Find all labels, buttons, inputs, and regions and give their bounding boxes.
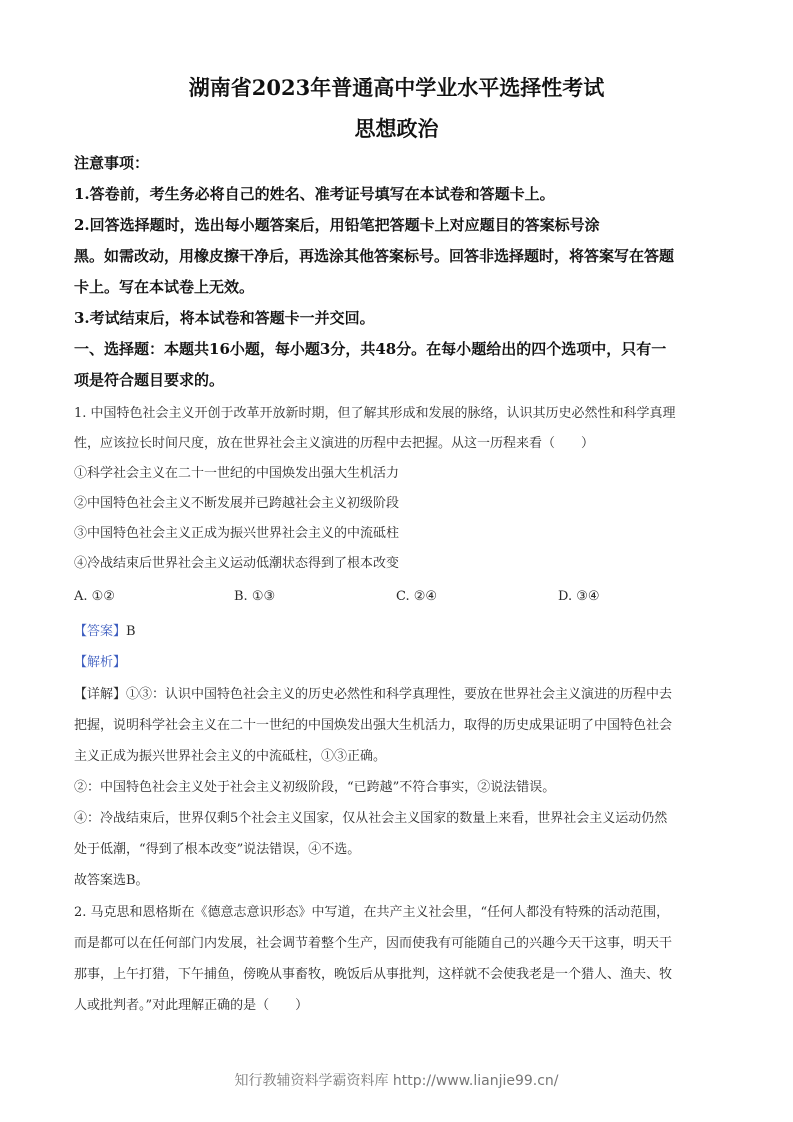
q1-detail-line-2: 把握，说明科学社会主义在二十一世纪的中国焕发出强大生机活力，取得的历史成果证明了中国特色社会 (74, 718, 673, 733)
q1-option-b: B. ①③ (234, 589, 276, 604)
q1-detail-line-4: ②：中国特色社会主义处于社会主义初级阶段，“已跨越”不符合事实，②说法错误。 (74, 780, 556, 795)
q1-statement-2: ②中国特色社会主义不断发展并已跨越社会主义初级阶段 (74, 496, 400, 511)
q1-detail-line-3: 主义正成为振兴世界社会主义的中流砥柱，①③正确。 (74, 749, 387, 764)
q2-stem-line-4: 人或批判者。”对此理解正确的是（ ） (74, 998, 309, 1013)
q1-detail-text-1: ①③：认识中国特色社会主义的历史必然性和科学真理性，要放在世界社会主义演进的历程中去 (126, 687, 673, 702)
notice-item-3: 3.考试结束后，将本试卷和答题卡一并交回。 (74, 309, 375, 327)
q1-detail-line-6: 处于低潮，“得到了根本改变”说法错误，④不选。 (74, 842, 361, 857)
exam-subject: 思想政治 (354, 116, 439, 141)
answer-tag: 【答案】 (74, 624, 127, 639)
q2-stem-line-3: 那事，上午打猎，下午捕鱼，傍晚从事畜牧，晚饭后从事批判，这样就不会使我老是一个猎人、渔夫、牧 (74, 967, 673, 982)
q2-stem-line-2: 而是都可以在任何部门内发展，社会调节着整个生产，因而使我有可能随自己的兴趣今天干这事，明天干 (74, 936, 673, 951)
q1-option-d: D. ③④ (558, 589, 600, 604)
q1-answer-line (74, 620, 724, 639)
detail-tag: 【详解】 (74, 687, 127, 702)
footer-watermark: 知行教辅资料学霸资料库 http://www.lianjie99.cn/ (234, 1073, 559, 1089)
q1-stem-line-2: 性，应该拉长时间尺度，放在世界社会主义演进的历程中去把握。从这一历程来看（ ） (74, 436, 595, 451)
analysis-tag: 【解析】 (74, 655, 127, 670)
q1-detail-line-5: ④：冷战结束后，世界仅剩5个社会主义国家，仅从社会主义国家的数量上来看，世界社会主义运动仍然 (74, 811, 668, 826)
section-heading-line-2: 项是符合题目要求的。 (74, 371, 225, 389)
q1-answer-value: B (126, 624, 136, 639)
q1-stem-line-1: 1. 中国特色社会主义开创于改革开放新时期，但了解其形成和发展的脉络，认识其历史必然性和科学真理 (74, 406, 676, 421)
q1-option-c: C. ②④ (396, 589, 438, 604)
section-heading-line-1: 一、选择题：本题共16小题，每小题3分，共48分。在每小题给出的四个选项中，只有一 (74, 340, 667, 358)
notice-heading: 注意事项： (74, 154, 150, 172)
q2-stem-line-1: 2. 马克思和恩格斯在《德意志意识形态》中写道，在共产主义社会里，“任何人都没有特殊的活动范围， (74, 905, 670, 920)
notice-item-2-line-3: 卡上。写在本试卷上无效。 (74, 278, 255, 296)
q1-statement-1: ①科学社会主义在二十一世纪的中国焕发出强大生机活力 (74, 466, 400, 481)
notice-item-2-line-1: 2.回答选择题时，选出每小题答案后，用铅笔把答题卡上对应题目的答案标号涂 (74, 216, 600, 234)
exam-title: 湖南省2023年普通高中学业水平选择性考试 (188, 75, 605, 100)
notice-item-2-line-2: 黑。如需改动，用橡皮擦干净后，再选涂其他答案标号。回答非选择题时，将答案写在答题 (74, 247, 675, 265)
q1-option-a: A. ①② (74, 589, 115, 604)
q1-statement-4: ④冷战结束后世界社会主义运动低潮状态得到了根本改变 (74, 556, 400, 571)
notice-item-1: 1.答卷前，考生务必将自己的姓名、准考证号填写在本试卷和答题卡上。 (74, 185, 555, 203)
q1-detail-line-7: 故答案选B。 (74, 873, 149, 888)
q1-detail-line-1 (74, 683, 724, 702)
q1-statement-3: ③中国特色社会主义正成为振兴世界社会主义的中流砥柱 (74, 526, 400, 541)
